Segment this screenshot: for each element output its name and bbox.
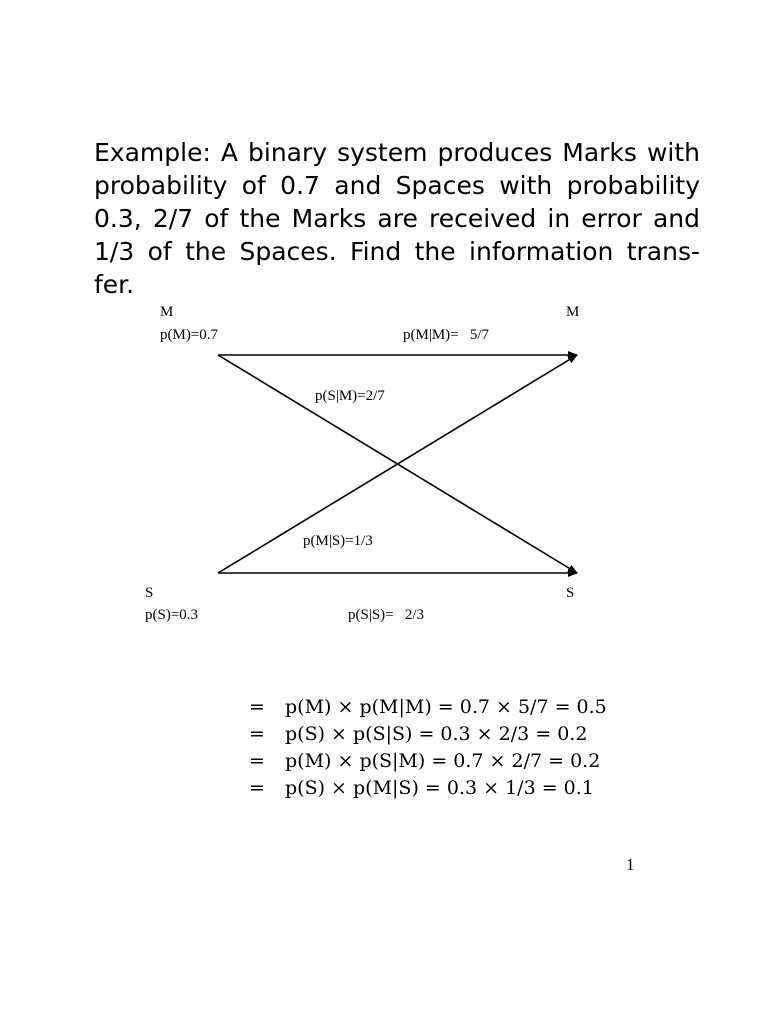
equation-rhs: p(M) × p(M|M) = 0.7 × 5/7 = 0.5: [285, 696, 607, 718]
example-line: probability of 0.7 and Spaces with probability: [94, 171, 700, 200]
page-number: 1: [626, 855, 635, 874]
example-line: 1/3 of the Spaces. Find the information trans-: [94, 237, 700, 266]
example-line: Example: A binary system produces Marks with: [94, 138, 700, 167]
label-m-given-s: p(M|S)=1/3: [303, 533, 373, 549]
input-bottom-probability: p(S)=0.3: [145, 607, 199, 623]
equals-sign: =: [249, 723, 265, 745]
input-bottom-symbol: S: [145, 585, 154, 601]
label-m-given-m: p(M|M)= 5/7: [403, 327, 490, 343]
example-paragraph: [94, 136, 700, 301]
equals-sign: =: [249, 696, 265, 718]
output-bottom-symbol: S: [566, 585, 575, 601]
label-s-given-m: p(S|M)=2/7: [315, 388, 385, 404]
equals-sign: =: [249, 777, 265, 799]
label-s-given-s: p(S|S)= 2/3: [348, 607, 425, 623]
output-top-symbol: M: [566, 304, 580, 320]
equation-rhs: p(M) × p(S|M) = 0.7 × 2/7 = 0.2: [285, 750, 601, 772]
input-top-probability: p(M)=0.7: [160, 327, 219, 343]
example-line: fer.: [94, 270, 135, 299]
example-line: 0.3, 2/7 of the Marks are received in error and: [94, 204, 700, 233]
equation-rhs: p(S) × p(S|S) = 0.3 × 2/3 = 0.2: [285, 723, 588, 745]
channel-diagram: [0, 295, 768, 630]
equals-sign: =: [249, 750, 265, 772]
equation-rhs: p(S) × p(M|S) = 0.3 × 1/3 = 0.1: [285, 777, 594, 799]
input-top-symbol: M: [160, 304, 174, 320]
